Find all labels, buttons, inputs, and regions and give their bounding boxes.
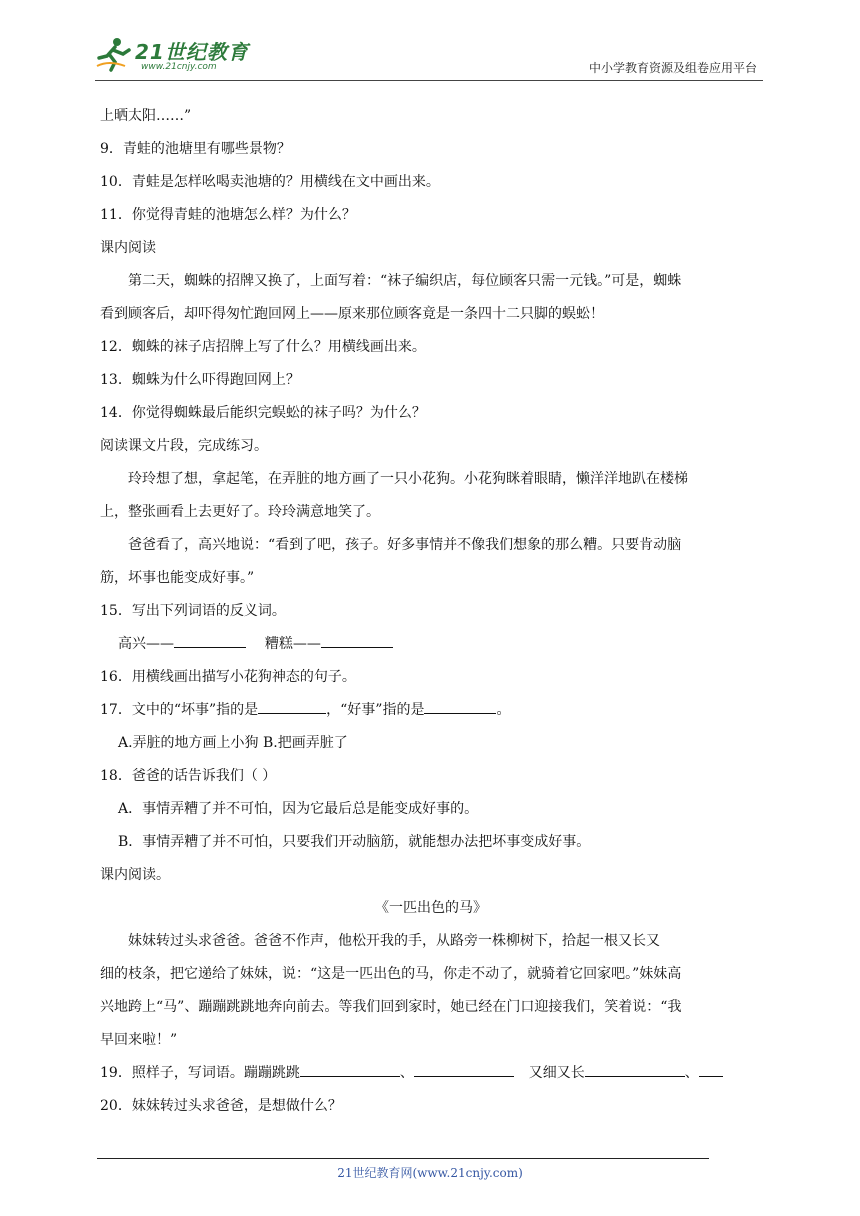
question-text: 17．文中的“坏事”指的是: [100, 702, 259, 718]
runner-logo-icon: [95, 36, 131, 72]
antonym-row: [100, 628, 762, 661]
question-18: 18．爸爸的话告诉我们（ ）: [100, 768, 277, 784]
question-9: 9．青蛙的池塘里有哪些景物？: [100, 141, 291, 157]
answer-blank[interactable]: [258, 699, 326, 714]
question-12: 12．蜘蛛的袜子店招牌上写了什么？用横线画出来。: [100, 339, 426, 355]
answer-blank[interactable]: [321, 633, 393, 648]
antonym-word: 糟糕——: [264, 636, 321, 652]
text-line: 上晒太阳……”: [100, 108, 192, 124]
antonym-word: 高兴——: [118, 636, 174, 652]
question-text: ，“好事”指的是: [326, 702, 425, 718]
answer-blank[interactable]: [174, 633, 246, 648]
passage-line: 筋，坏事也能变成好事。”: [100, 570, 255, 586]
question-text: 19．照样子，写词语。蹦蹦跳跳: [100, 1065, 300, 1081]
answer-blank[interactable]: [585, 1062, 685, 1077]
footer-divider: [97, 1158, 709, 1159]
question-19: [100, 1057, 762, 1090]
passage-line: 上，整张画看上去更好了。玲玲满意地笑了。: [100, 504, 380, 520]
passage-line: 玲玲想了想，拿起笔，在弄脏的地方画了一只小花狗。小花狗眯着眼睛，懒洋洋地趴在楼梯: [128, 471, 688, 487]
question-text: 。: [496, 702, 511, 718]
question-11: 11．你觉得青蛙的池塘怎么样？为什么？: [100, 207, 356, 223]
option-b: B．事情弄糟了并不可怕，只要我们开动脑筋，就能想办法把坏事变成好事。: [118, 834, 591, 850]
footer-text[interactable]: 21世纪教育网(www.21cnjy.com): [337, 1166, 523, 1180]
question-10: 10．青蛙是怎样吆喝卖池塘的？用横线在文中画出来。: [100, 174, 440, 190]
platform-name: 中小学教育资源及组卷应用平台: [588, 61, 757, 75]
question-17: [100, 694, 762, 727]
passage-line: 妹妹转过头求爸爸。爸爸不作声，他松开我的手，从路旁一株柳树下，拾起一根又长又: [128, 933, 660, 949]
question-text: 又细又长: [528, 1065, 585, 1081]
question-14: 14．你觉得蜘蛛最后能织完蜈蚣的袜子吗？为什么？: [100, 405, 426, 421]
answer-blank[interactable]: [424, 699, 496, 714]
document-body: [100, 100, 762, 1123]
answer-blank[interactable]: [414, 1062, 514, 1077]
question-options: A.弄脏的地方画上小狗 B.把画弄脏了: [118, 735, 348, 751]
question-13: 13．蜘蛛为什么吓得跑回网上？: [100, 372, 300, 388]
question-15: 15．写出下列词语的反义词。: [100, 603, 286, 619]
brand-name: 21世纪教育: [135, 40, 249, 64]
page-header: [95, 30, 763, 81]
question-20: 20．妹妹转过头求爸爸，是想做什么？: [100, 1098, 342, 1114]
brand-url: www.21cnjy.com: [141, 62, 217, 72]
passage-line: 看到顾客后，却吓得匆忙跑回网上——原来那位顾客竟是一条四十二只脚的蜈蚣！: [100, 306, 604, 322]
option-a: A．事情弄糟了并不可怕，因为它最后总是能变成好事的。: [118, 801, 479, 817]
answer-blank[interactable]: [300, 1062, 400, 1077]
question-16: 16．用横线画出描写小花狗神态的句子。: [100, 669, 356, 685]
section-heading: 阅读课文片段，完成练习。: [100, 438, 268, 454]
separator: 、: [399, 1065, 414, 1081]
site-logo: [95, 34, 265, 76]
answer-blank[interactable]: [699, 1062, 723, 1077]
passage-line: 早回来啦！”: [100, 1032, 178, 1048]
section-heading: 课内阅读: [100, 240, 156, 256]
separator: 、: [684, 1065, 699, 1081]
passage-line: 爸爸看了，高兴地说：“看到了吧，孩子。好多事情并不像我们想象的那么糟。只要肯动脑: [128, 537, 682, 553]
section-heading: 课内阅读。: [100, 867, 170, 883]
passage-title: 《一匹出色的马》: [375, 900, 487, 916]
passage-line: 兴地跨上“马”、蹦蹦跳跳地奔向前去。等我们回到家时，她已经在门口迎接我们，笑着说：“我: [100, 999, 682, 1015]
passage-line: 第二天，蜘蛛的招牌又换了，上面写着：“袜子编织店，每位顾客只需一元钱。”可是，蜘蛛: [128, 273, 682, 289]
passage-line: 细的枝条，把它递给了妹妹，说：“这是一匹出色的马，你走不动了，就骑着它回家吧。”妹妹高: [100, 966, 682, 982]
